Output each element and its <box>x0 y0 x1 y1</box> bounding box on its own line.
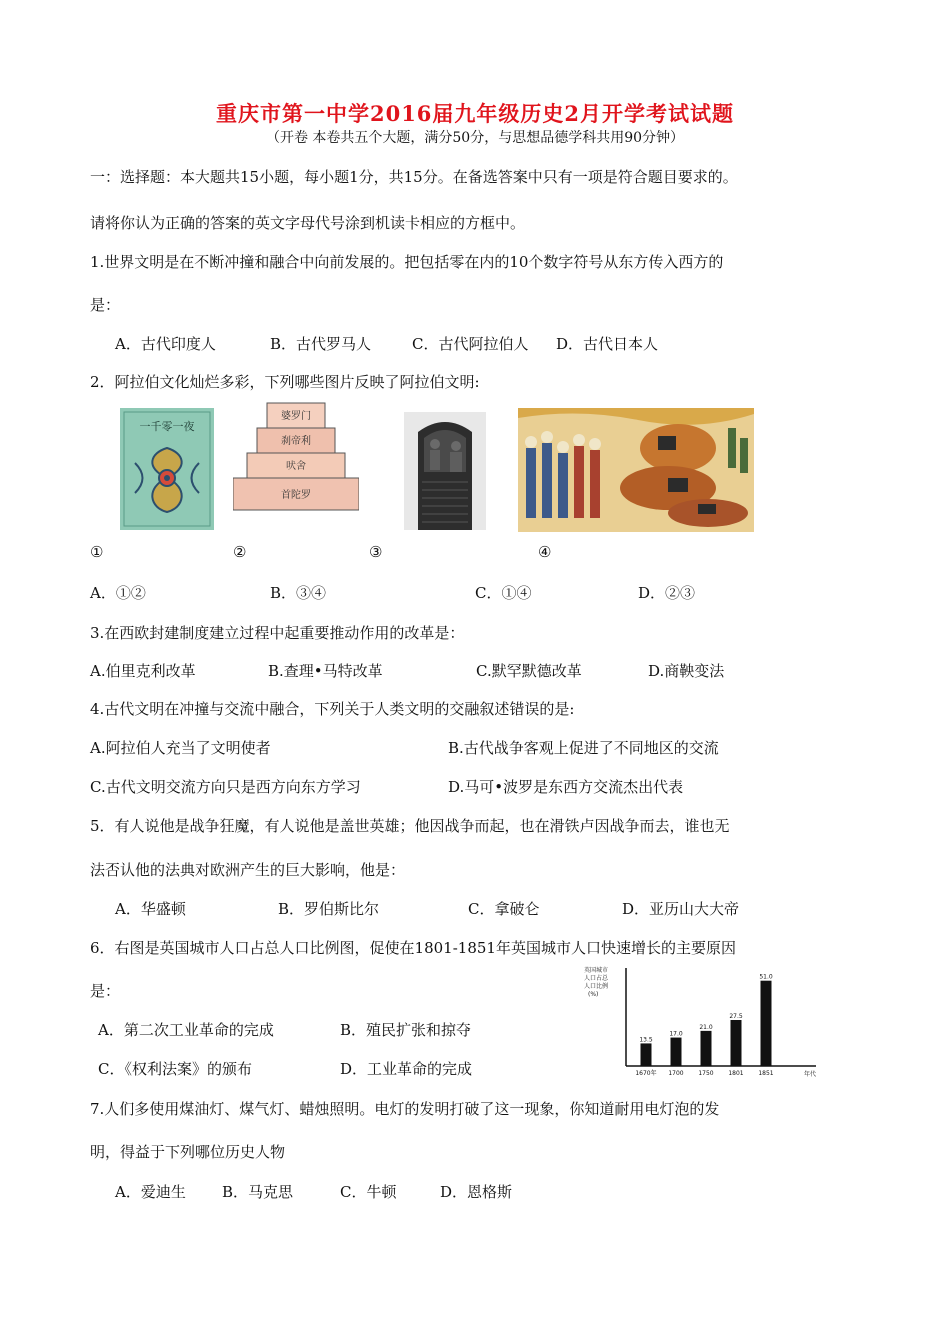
q4-option-b: B.古代战争客观上促进了不同地区的交流 <box>448 739 719 757</box>
q7-option-a: A．爱迪生 <box>115 1183 186 1201</box>
chart-bar-5 <box>761 981 772 1066</box>
q5-option-a: A．华盛顿 <box>115 900 186 918</box>
question-5-text-2: 法否认他的法典对欧洲产生的巨大影响，他是： <box>90 861 406 879</box>
question-1-text-2: 是： <box>90 296 121 314</box>
arabian-nights-book-image <box>120 408 214 530</box>
question-2-text: 2．阿拉伯文化灿烂多彩，下列哪些图片反映了阿拉伯文明: <box>90 373 480 391</box>
q7-option-d: D．恩格斯 <box>440 1183 513 1201</box>
pyramid-level-4: 首陀罗 <box>281 490 311 501</box>
q5-option-b: B．罗伯斯比尔 <box>278 900 380 918</box>
chart-bar-3 <box>701 1031 712 1066</box>
page-title: 重庆市第一中学2016届九年级历史2月开学考试试题 <box>215 101 735 126</box>
question-7-text-2: 明，得益于下列哪位历史人物 <box>90 1143 286 1161</box>
chart-ylabel-3: 人口比例 <box>584 983 609 990</box>
chart-bar-4 <box>731 1020 742 1066</box>
q1-option-a: A．古代印度人 <box>115 335 216 353</box>
q3-option-d: D.商鞅变法 <box>648 662 725 680</box>
section-intro-line1: 一：选择题：本大题共15小题，每小题1分，共15分。在备选答案中只有一项是符合题目要求的。 <box>90 168 738 186</box>
arab-caravan-painting-image <box>518 408 754 532</box>
chart-tick-label-5: 1851 <box>758 1070 774 1077</box>
chart-xlabel: 年代 <box>804 1071 817 1078</box>
question-4-text: 4.古代文明在冲撞与交流中融合，下列关于人类文明的交融叙述错误的是: <box>90 700 575 718</box>
pic-label-3: ③ <box>369 543 383 561</box>
pyramid-level-1: 婆罗门 <box>281 411 311 422</box>
chart-ylabel-4: (%) <box>588 991 599 998</box>
question-5-text: 5．有人说他是战争狂魔，有人说他是盖世英雄；他因战争而起，也在滑铁卢因战争而去，谁也无 <box>90 817 730 835</box>
question-3-text: 3.在西欧封建制度建立过程中起重要推动作用的改革是： <box>90 624 465 642</box>
chart-data-label-4: 27.5 <box>729 1013 743 1020</box>
question-1-text: 1.世界文明是在不断冲撞和融合中向前发展的。把包括零在内的10个数字符号从东方传入西方的 <box>90 253 724 271</box>
book-title: 一千零一夜 <box>139 420 195 433</box>
chart-ylabel-2: 人口占总 <box>584 975 609 982</box>
q5-option-d: D．亚历山大大帝 <box>622 900 740 918</box>
q2-option-b: B．③④ <box>270 584 327 602</box>
chart-tick-label-2: 1700 <box>668 1070 684 1077</box>
pic-label-4: ④ <box>538 543 552 561</box>
q1-option-d: D．古代日本人 <box>556 335 659 353</box>
q3-option-c: C.默罕默德改革 <box>476 662 582 680</box>
chart-data-label-1: 13.5 <box>639 1036 653 1044</box>
chart-bar-1 <box>641 1043 652 1066</box>
q3-option-b: B.查理•马特改革 <box>268 662 383 680</box>
chart-ylabel-1: 英国城市 <box>584 967 609 974</box>
chart-data-label-2: 17.0 <box>669 1030 683 1038</box>
page-subtitle: （开卷 本卷共五个大题，满分50分，与思想品德学科共用90分钟） <box>265 130 685 146</box>
pyramid-level-2: 刹帝利 <box>281 436 311 447</box>
q5-option-c: C．拿破仑 <box>468 900 540 918</box>
q3-option-a: A.伯里克利改革 <box>90 662 196 680</box>
q6-option-d: D．工业革命的完成 <box>340 1060 473 1078</box>
pyramid-level-3: 吠舍 <box>286 461 306 472</box>
q4-option-a: A.阿拉伯人充当了文明使者 <box>90 739 271 757</box>
q2-option-d: D．②③ <box>638 584 696 602</box>
q6-option-a: A．第二次工业革命的完成 <box>98 1021 274 1039</box>
question-6-text: 6．右图是英国城市人口占总人口比例图，促使在1801-1851年英国城市人口快速增长的主要原因 <box>90 939 736 957</box>
caste-pyramid-image <box>233 400 359 512</box>
hammurabi-stele-image <box>404 412 486 530</box>
pic-label-2: ② <box>233 543 247 561</box>
q7-option-c: C．牛顿 <box>340 1183 397 1201</box>
question-6-text-2: 是： <box>90 982 121 1000</box>
q4-option-c: C.古代文明交流方向只是西方向东方学习 <box>90 778 361 796</box>
chart-data-label-5: 51.0 <box>759 973 773 981</box>
question-7-text: 7.人们多使用煤油灯、煤气灯、蜡烛照明。电灯的发明打破了这一现象，你知道耐用电灯泡的发 <box>90 1100 720 1118</box>
pic-label-1: ① <box>90 543 104 561</box>
q6-option-c: C．《权利法案》的颁布 <box>98 1060 252 1078</box>
chart-tick-label-1: 1670年 <box>635 1070 657 1077</box>
section-intro-line2: 请将你认为正确的答案的英文字母代号涂到机读卡相应的方框中。 <box>90 214 526 232</box>
q7-option-b: B．马克思 <box>222 1183 294 1201</box>
q6-option-b: B．殖民扩张和掠夺 <box>340 1021 472 1039</box>
q2-option-c: C．①④ <box>475 584 532 602</box>
chart-data-label-3: 21.0 <box>699 1023 713 1031</box>
q1-option-b: B．古代罗马人 <box>270 335 372 353</box>
chart-tick-label-3: 1750 <box>698 1070 714 1077</box>
q4-option-d: D.马可•波罗是东西方交流杰出代表 <box>448 778 684 796</box>
q2-option-a: A．①② <box>90 584 146 602</box>
chart-bar-2 <box>671 1038 682 1066</box>
q1-option-c: C．古代阿拉伯人 <box>412 335 529 353</box>
chart-tick-label-4: 1801 <box>728 1070 744 1077</box>
urban-population-chart <box>578 962 828 1082</box>
